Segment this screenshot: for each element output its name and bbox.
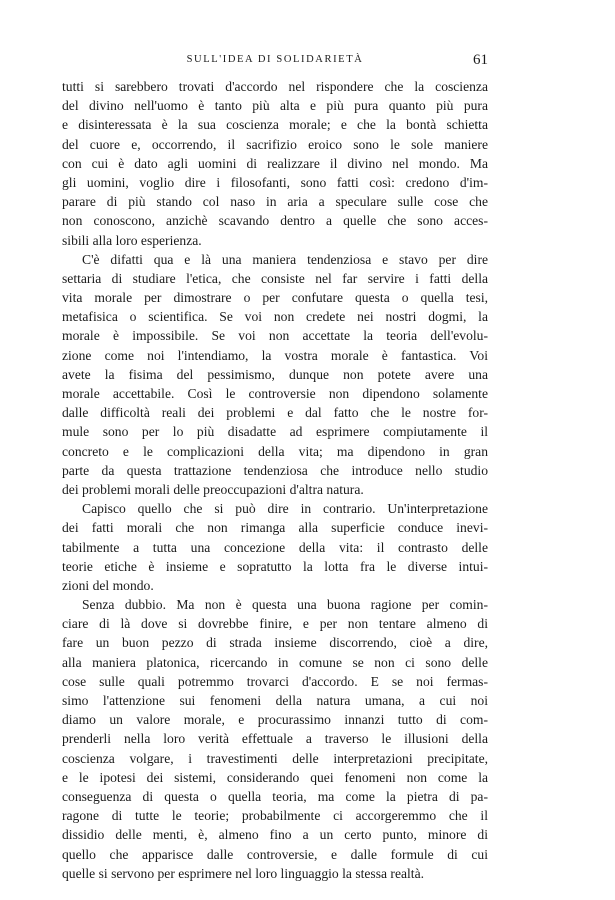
text-line: del divino nell'uomo è tanto più alta e più pura quanto più pura xyxy=(62,98,488,114)
text-line: parare di più stando col naso in aria a speculare sulle cose che xyxy=(62,194,488,210)
running-title: SULL'IDEA DI SOLIDARIETÀ xyxy=(186,54,364,65)
text-line: zioni del mondo. xyxy=(62,577,154,593)
text-line: settaria di studiare l'etica, che consiste nel far servire i fatti della xyxy=(62,270,488,286)
text-line: fare un buon pezzo di strada insieme discorrendo, cioè a dire, xyxy=(62,635,488,651)
text-line: con cui è dato agli uomini di realizzare il divino nel mondo. Ma xyxy=(62,155,488,171)
text-line: C'è difatti qua e là una maniera tendenziosa e stavo per dire xyxy=(82,251,488,267)
text-line: dissidio delle menti, è, almeno fino a un certo punto, minore di xyxy=(62,827,488,843)
paragraph xyxy=(62,595,488,883)
text-line: del cuore e, occorrendo, il sacrifizio eroico sono le sole maniere xyxy=(62,136,488,152)
page-number: 61 xyxy=(473,52,488,68)
text-line: vita morale per dimostrare o per confutare questa o quella tesi, xyxy=(62,290,488,306)
text-line: morale è impossibile. Se voi non accettate la teoria dell'evolu- xyxy=(62,328,488,344)
text-line: e le ipotesi dei sistemi, considerando quei fenomeni non come la xyxy=(62,769,488,785)
text-line: Senza dubbio. Ma non è questa una buona ragione per comin- xyxy=(82,597,488,613)
text-line: quello che apparisce dalle controversie, e dalle formule di cui xyxy=(62,846,488,862)
text-line: e disinteressata è la sua coscienza morale; e che la bontà schietta xyxy=(62,117,488,133)
text-line: coscienza volgare, i travestimenti delle interpretazioni precipitate, xyxy=(62,750,488,766)
text-line: dalle difficoltà reali dei problemi e dal fatto che le nostre for- xyxy=(62,405,488,421)
text-line: tabilmente a tutta una concezione della vita: il contrasto delle xyxy=(62,539,488,555)
text-line: quelle si servono per esprimere nel loro linguaggio la stessa realtà. xyxy=(62,865,425,881)
text-line: tutti si sarebbero trovati d'accordo nel rispondere che la coscienza xyxy=(62,79,488,94)
text-line: teorie etiche è insieme e sopratutto la lotta fra le diverse intui- xyxy=(62,558,488,574)
text-line: dei fatti morali che non rimanga alla superficie conduce inevi- xyxy=(62,520,488,536)
running-header xyxy=(62,50,488,70)
paragraph xyxy=(62,250,488,499)
text-line: diamo un valore morale, e procurassimo innanzi tutto di com- xyxy=(62,712,488,728)
text-line: morale accettabile. Così le controversie non dipendono solamente xyxy=(62,386,488,401)
paragraph xyxy=(62,499,488,595)
text-line: non conoscono, anzichè scavando dentro a quelle che sono acces- xyxy=(62,213,488,229)
text-line: conseguenza di questa o quella teoria, ma come la pietra di pa- xyxy=(62,788,488,804)
text-line: mule sono per lo più disadatte ad esprimere compiutamente il xyxy=(62,424,488,440)
text-line: ciare di là dove si dovrebbe finire, e per non tentare almeno di xyxy=(62,616,488,632)
text-line: prenderli nella loro verità effettuale a traverso le illusioni della xyxy=(62,731,488,747)
text-line: sibili alla loro esperienza. xyxy=(62,232,202,248)
text-line: alla maniera platonica, ricercando in comune se non ci sono delle xyxy=(62,654,488,670)
paragraph xyxy=(62,77,488,250)
text-line: cose sulle quali potremmo trovarci d'accordo. E se noi fermas- xyxy=(62,673,488,689)
body-text xyxy=(62,77,488,883)
text-line: gli uomini, voglio dire i filosofanti, sono fatti così: credono d'im- xyxy=(62,174,488,190)
text-line: Capisco quello che si può dire in contrario. Un'interpretazione xyxy=(82,501,488,517)
text-line: concreto e le complicazioni della vita; ma dipendono in gran xyxy=(62,443,488,459)
text-line: ragone di tutte le teorie; probabilmente ci accorgeremmo che il xyxy=(62,808,488,824)
text-line: avete la fisima del pessimismo, dunque non potete avere una xyxy=(62,366,488,382)
text-line: dei problemi morali delle preoccupazioni d'altra natura. xyxy=(62,481,364,497)
text-line: zione come noi l'intendiamo, la vostra morale è fantastica. Voi xyxy=(62,347,488,363)
text-line: metafisica o scientifica. Se voi non credete nei nostri dogmi, la xyxy=(62,309,488,325)
text-line: simo l'attenzione sui fenomeni della natura umana, a cui noi xyxy=(62,693,488,708)
text-line: parte da questa trattazione tendenziosa che introduce nello studio xyxy=(62,462,488,478)
